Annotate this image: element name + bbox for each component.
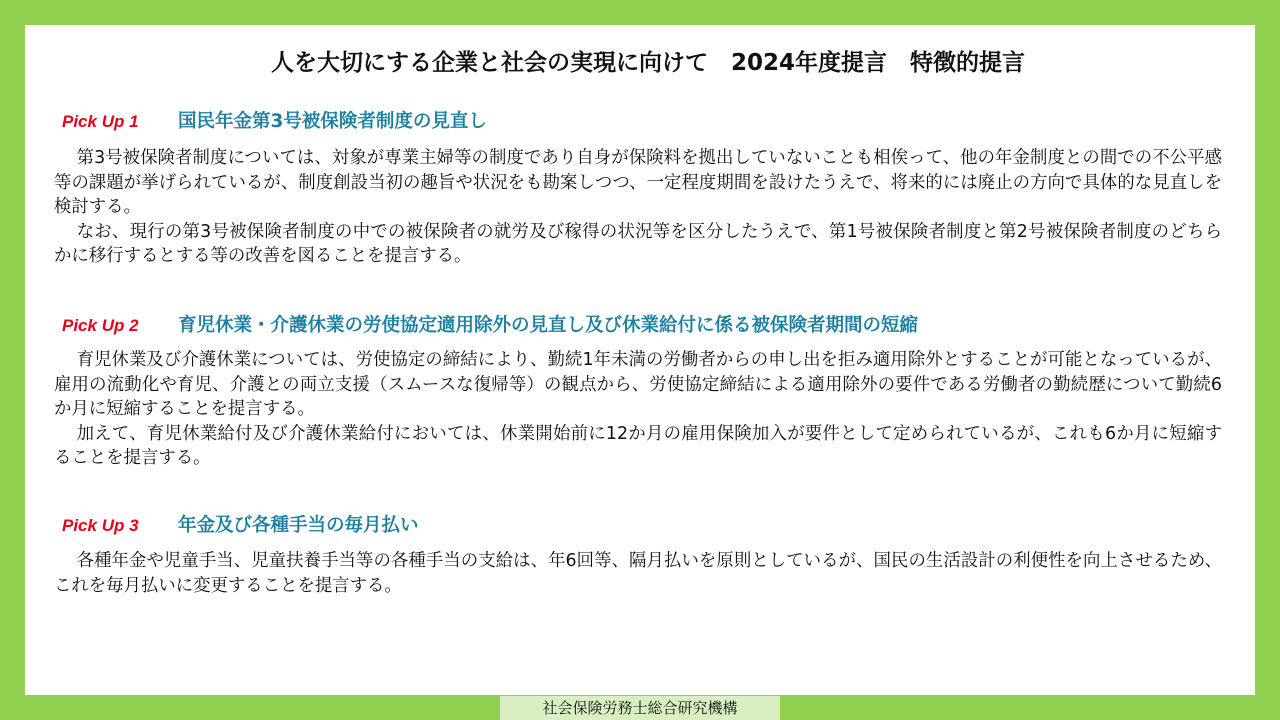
section-3-body <box>54 549 1222 598</box>
section-1-heading: 国民年金第3号被保険者制度の見直し <box>178 111 487 132</box>
section-3-paragraph-1: 各種年金や児童手当、児童扶養手当等の各種手当の支給は、年6回等、隔月払いを原則としているが、国民の生活設計の利便性を向上させるため、これを毎月払いに変更することを提言する。 <box>54 551 1222 596</box>
section-1-paragraph-1: 第3号被保険者制度については、対象が専業主婦等の制度であり自身が保険料を拠出していないことも相俟って、他の年金制度との間での不公平感等の課題が挙げられているが、制度創設当初の趣旨や状況をも勘案しつつ、一定程度期間を設けたうえで、将来的には廃止の方向で具体的な見直しを検討する。 <box>54 148 1222 217</box>
section-2-paragraph-1: 育児休業及び介護休業については、労使協定の締結により、勤続1年未満の労働者からの申し出を拒み適用除外とすることが可能となっているが、雇用の流動化や育児、介護との両立支援（スムースな復帰等）の観点から、労使協定締結による適用除外の要件である労働者の勤続歴について勤続6か月に短縮することを提言する。 <box>54 350 1222 419</box>
section-3-header <box>62 512 419 540</box>
footer-organization: 社会保険労務士総合研究機構 <box>500 696 780 720</box>
section-1-body <box>54 146 1222 269</box>
pickup-label-1: Pick Up 1 <box>62 112 139 131</box>
pickup-label-3: Pick Up 3 <box>62 516 139 535</box>
section-2-body <box>54 348 1222 471</box>
section-3-heading: 年金及び各種手当の毎月払い <box>178 515 419 536</box>
section-2-header <box>62 312 918 340</box>
pickup-label-2: Pick Up 2 <box>62 316 139 335</box>
page-title: 人を大切にする企業と社会の実現に向けて 2024年度提言 特徴的提言 <box>270 50 1025 76</box>
section-1-paragraph-2: なお、現行の第3号被保険者制度の中での被保険者の就労及び稼得の状況等を区分したうえで、第1号被保険者制度と第2号被保険者制度のどちらかに移行するとする等の改善を図ることを提言する。 <box>54 221 1222 266</box>
section-2-paragraph-2: 加えて、育児休業給付及び介護休業給付においては、休業開始前に12か月の雇用保険加入が要件として定められているが、これも6か月に短縮することを提言する。 <box>54 423 1222 468</box>
section-1-header <box>62 108 487 136</box>
section-2-heading: 育児休業・介護休業の労使協定適用除外の見直し及び休業給付に係る被保険者期間の短縮 <box>178 315 919 336</box>
